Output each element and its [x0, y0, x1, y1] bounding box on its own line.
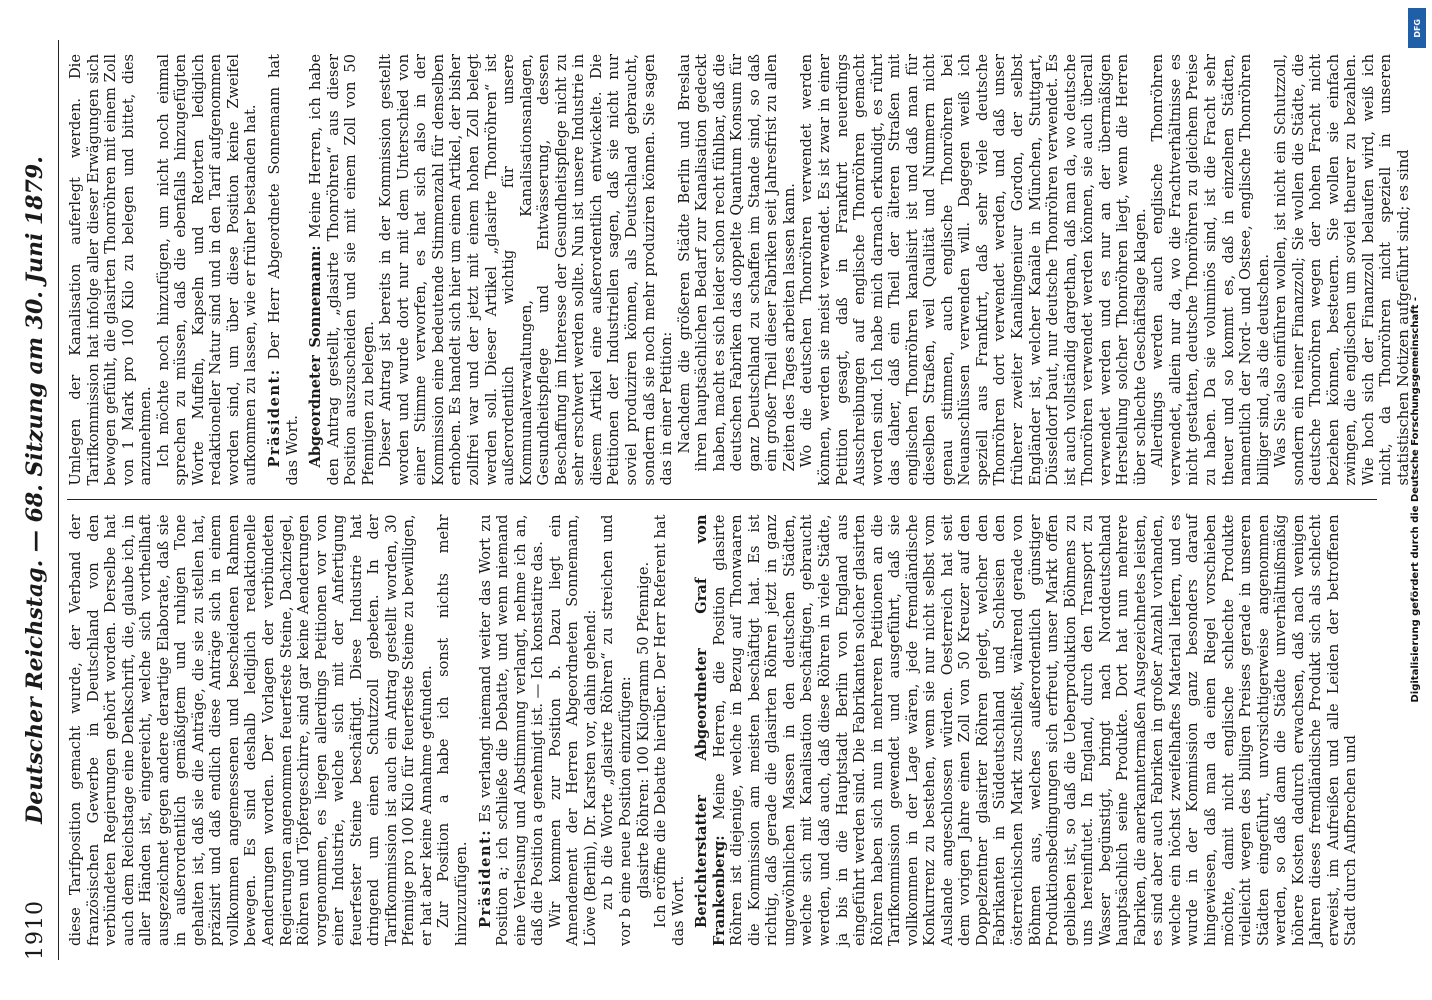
paragraph: Umlegen der Kanalisation auferlegt werden. Die Tarifkommission hat infolge aller dieser Erwägungen sich bewogen gefühlt, die glasirten Thonröhren mit einem Zoll von 1 Mark pro 100 Kilo zu belegen und bittet, dies anzunehmen. [67, 54, 155, 486]
paragraph: Wo die deutschen Thonröhren verwendet werden können, werden sie meist verwendet. Es ist zwar in einer Petition gesagt, daß in Frankfurt neuerdings Ausschreibungen auf englische Thonröhren gemacht worden sind. Ich habe mich darnach erkundigt, es rührt das daher, daß ein Theil der älteren Straßen mit englischen Thonröhren kanalisirt ist und daß man für dieselben Straßen, weil Qualität und Nummern nicht genau stimmen, auch englische Thonröhren bei Neuanschlüssen verwenden will. Dagegen weiß ich speziell aus Frankfurt, daß sehr viele deutsche Thonröhren dort verwendet werden, und daß unser früherer zweiter Kanalingenieur Gordon, der selbst Engländer ist, welcher Kanäle in München, Stuttgart, Düsseldorf baut, nur deutsche Thonröhren verwendet. Es ist auch vollständig dargethan, daß man da, wo deutsche Thonröhren verwendet werden können, sie auch überall verwendet werden und es nur an der übermäßigen Herstellung solcher Thonröhren liegt, wenn die Herren über schlechte Geschäftslage klagen. [798, 54, 1149, 486]
paragraph: Dieser Antrag ist bereits in der Kommission gestellt worden und wurde dort nur mit dem Unterschied von einer Stimme verworfen, es hat sich also in der Kommission eine bedeutende Stimmenzahl für denselben erhoben. Es handelt sich hier um einen Artikel, der bisher zollfrei war und der jetzt mit einem hohen Zoll belegt werden soll. Dieser Artikel „glasirte Thonröhren“ ist außerordentlich wichtig für unsere Kommunalverwaltungen, Kanalisationsanlagen, Gesundheitspflege und Entwässerung, dessen Beschaffung im Interesse der Gesundheitspflege nicht zu sehr erschwert werden sollte. Nun ist unsere Industrie in diesem Artikel eine außerordentlich entwickelte. Die Petitionen der Industriellen sagen, daß sie nicht nur soviel produziren können, als Deutschland gebraucht, sondern daß sie noch mehr produziren können. Sie sagen das in einer Petition: [377, 54, 676, 486]
dfg-logo [1408, 8, 1426, 48]
paragraph: Präsident: Es verlangt niemand weiter das Wort zu Position a; ich schließe die Debatte, und wenn niemand eine Verlesung und Abstimmung verlangt, nehme ich an, daß die Position a genehmigt ist. — Ich konstatire das. [476, 514, 547, 946]
paragraph: Ich eröffne die Debatte hierüber. Der Herr Referent hat das Wort. [652, 514, 687, 946]
dfg-logo-text: DFG [1412, 18, 1422, 38]
paragraph: Zur Position a habe ich sonst nichts mehr hinzuzufügen. [435, 514, 471, 946]
paragraph: Abgeordneter Sonnemann: Meine Herren, ich habe den Antrag gestellt, „glasirte Thonröhren“ aus dieser Position auszuscheiden und sie mit einem Zoll von 50 Pfennigen zu belegen. [307, 54, 377, 486]
left-column [67, 501, 1377, 961]
digitization-note-text: Digitalisierung gefördert durch die Deutsche Forschungsgemeinschaft - [1409, 297, 1421, 703]
paragraph: Allerdings werden auch englische Thonröhren verwendet, allein nur da, wo die Frachtverhältnisse es nicht gestatten, deutsche Thonröhren zu gleichem Preise zu haben. Da sie voluminös sind, ist die Fracht sehr theuer und so kommt es, daß in einzelnen Städten, namentlich der Nord- und Ostsee, englische Thonröhren billiger sind, als die deutschen. [1149, 54, 1272, 486]
paragraph: Berichterstatter Abgeordneter Graf von Frankenberg: Meine Herren, die Position glasirte Röhren ist diejenige, welche in Bezug auf Thonwaaren die Kommission am meisten beschäftigt hat. Es ist richtig, daß gerade die glasirten Röhren jetzt in ganz ungewöhnlichen Massen in den deutschen Städten, welche sich mit Kanalisation beschäftigen, gebraucht werden, und daß auch, daß diese Röhren in viele Städte, ja bis in die Hauptstadt Berlin von England aus eingeführt werden sind. Die Fabrikanten solcher glasirten Röhren haben sich nun in mehreren Petitionen an die Tarifkommission gewendet und ausgeführt, daß sie vollkommen in der Lage wären, jede fremdländische Konkurrenz zu bestehen, wenn sie nur nicht selbst vom Auslande angeschlossen würden. Oesterreich hat seit dem vorigen Jahre einen Zoll von 50 Kreuzer auf den Doppelzentner glasirter Röhren gelegt, welcher den Fabrikanten in Süddeutschland und Schlesien den österreichischen Markt zuschließt, während gerade von Böhmen aus, welches außerordentlich günstiger Produktionsbedingungen sich erfreut, unser Markt offen geblieben ist, so daß die Ueberproduktion Böhmens zu uns hereinflutet. In England, durch den Transport zu Wasser begünstigt, bringt nach Norddeutschland hauptsächlich seine Produkte. Dort hat nun mehrere Fabriken, die anerkanntermaßen Ausgezeichnetes leisten, es sind aber auch Fabriken in großer Anzahl vorhanden, welche ein höchst zweifelhaftes Material liefern, und es wurde in der Kommission ganz besonders darauf hingewiesen, daß man da einen Riegel vorschieben möchte, damit nicht englische schlechte Produkte vielleicht wegen des billigen Preises gerade in unseren Städten eingeführt, unvorsichtigerweise angenommen werden, so daß dann die Städte unverhältnißmäßig höhere Kosten dadurch erwachsen, daß nach wenigen Jahren dieses fremdländische Produkt sich als schlecht erweist, im Aufreißen und alle Leiden der betroffenen Stadt durch Aufbrechen und [693, 514, 1360, 946]
paragraph: diese Tarifposition gemacht wurde, der Verband der französischen Gewerbe in Deutschland von den verbündeten Regierungen gehört worden. Derselbe hat auch dem Reichstage eine Denkschrift, die, glaube ich, in aller Händen ist, eingereicht, welche sich vortheilhaft ausgezeichnet gegen andere derartige Elaborate, daß sie in außerordentlich gemäßigtem und ruhigen Tone gehalten ist, daß sie die Anträge, die sie zu stellen hat, präzisirt und daß endlich diese Anträge sich in einem vollkommen angemessenen und bescheidenen Rahmen bewegen. Es sind deshalb lediglich redaktionelle Aenderungen worden. Der Vorlagen der verbündeten Regierungen angenommen feuerfeste Steine, Dachziegel, Röhren und Töpfergeschirre, sind gar keine Aenderungen vorgenommen, es liegen allerdings Petitionen vor von einer Industrie, welche sich mit der Anfertigung feuerfester Steine beschäftigt. Diese Industrie hat dringend um einen Schutzzoll gebeten. In der Tarifkommission ist auch ein Antrag gestellt worden, 30 Pfennige pro 100 Kilo für feuerfeste Steine zu bewilligen, er hat aber keine Annahme gefunden. [67, 514, 435, 946]
page-header [22, 40, 59, 960]
paragraph: Was Sie also einführen wollen, ist nicht ein Schutzzoll, sondern ein reiner Finanzzoll; Sie wollen die Städte, die deutsche Thonröhren wegen der hohen Fracht nicht beziehen können, besteuern. Sie wollen sie einfach zwingen, die englischen um soviel theurer zu bezahlen. Wie hoch sich der Finanzzoll belaufen wird, weiß ich nicht, da Thonröhren nicht speziell in unseren statistischen Notizen aufgeführt sind; es sind [1272, 54, 1413, 486]
speaker-label: Abgeordneter Sonnemann: [307, 245, 325, 468]
paragraph: Wir kommen zur Position b. Dazu liegt ein Amendement der Herren Abgeordneten Sonnemann, Löwe (Berlin), Dr. Karsten vor, dahin gehend: [546, 514, 599, 946]
text-columns [67, 40, 1413, 960]
quoted-amendment-position: glasirte Röhren: 100 Kilogramm 50 Pfennige. [634, 561, 652, 899]
page-number: 1910 [23, 900, 48, 960]
paragraph: Präsident: Der Herr Abgeordnete Sonnemann hat das Wort. [266, 54, 301, 486]
quoted-petition: Nachdem die größeren Städte Berlin und Breslau ihren hauptsächlichen Bedarf zur Kanalisation gedeckt haben, macht es sich leider schon recht fühlbar, daß die deutschen Fabriken das doppelte Quantum Konsum für ganz Deutschland zu schaffen im Stande sind, so daß ein großer Theil dieser Fabriken seit Jahresfrist zu allen Zeiten des Tages arbeiten lassen kann. [675, 54, 798, 472]
speaker-label: Berichterstatter Abgeordneter Graf von Frankenberg: [693, 514, 728, 946]
paragraph: Ich möchte noch hinzufügen, um nicht noch einmal sprechen zu müssen, daß die ebenfalls hinzugefügten Worte Muffeln, Kapseln und Retorten lediglich redaktioneller Natur sind und in den Tarif aufgenommen worden sind, um über diese Position keine Zweifel aufkommen zu lassen, wie er früher bestanden hat. [154, 54, 260, 486]
quoted-amendment: zu b die Worte „glasirte Röhren“ zu streichen und vor b eine neue Position einzufügen: [599, 514, 634, 946]
running-title: Deutscher Reichstag. — 68. Sitzung am 30. Juni 1879. [22, 156, 48, 824]
right-column [67, 40, 1413, 501]
speaker-label: Präsident: [266, 368, 284, 468]
speaker-label: Präsident: [476, 828, 494, 928]
digitization-note [1404, 0, 1426, 1000]
